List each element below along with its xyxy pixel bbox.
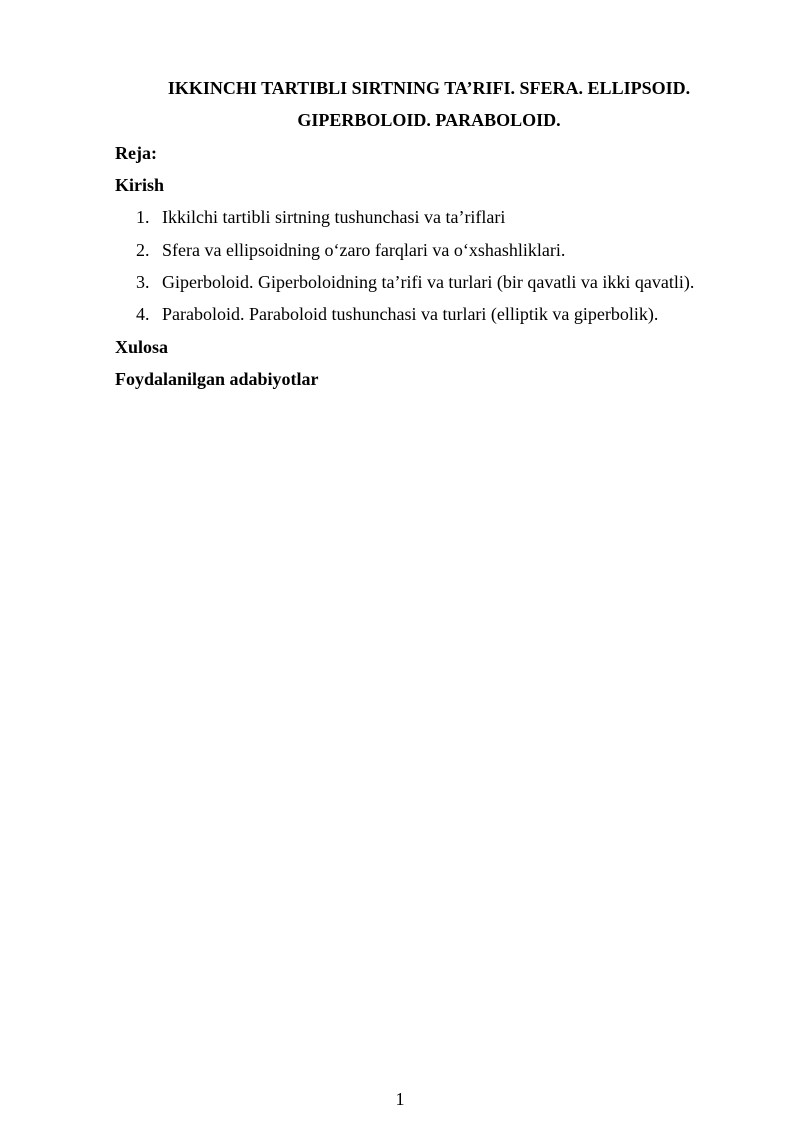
- list-item-number: 1.: [136, 207, 150, 227]
- plan-list-item: [136, 205, 505, 229]
- plan-heading: Reja:: [115, 143, 157, 163]
- list-item-text: Sfera va ellipsoidning o‘zaro farqlari va o‘xshashliklari.: [162, 240, 566, 260]
- plan-list-item: [136, 302, 658, 326]
- list-item-text: Giperboloid. Giperboloidning ta’rifi va turlari (bir qavatli va ikki qavatli).: [162, 272, 695, 292]
- list-item-number: 2.: [136, 240, 150, 260]
- references-heading: Foydalanilgan adabiyotlar: [115, 369, 319, 389]
- plan-list-item: [136, 238, 565, 262]
- list-item-number: 3.: [136, 272, 150, 292]
- document-title-line-1: IKKINCHI TARTIBLI SIRTNING TA’RIFI. SFERA. ELLIPSOID.: [167, 78, 691, 98]
- list-item-number: 4.: [136, 304, 150, 324]
- document-title-line-2: GIPERBOLOID. PARABOLOID.: [297, 110, 561, 130]
- list-item-text: Paraboloid. Paraboloid tushunchasi va turlari (elliptik va giperbolik).: [162, 304, 659, 324]
- conclusion-heading: Xulosa: [115, 337, 169, 357]
- intro-heading: Kirish: [115, 175, 165, 195]
- page-number: 1: [395, 1089, 405, 1109]
- list-item-text: Ikkilchi tartibli sirtning tushunchasi va ta’riflari: [162, 207, 506, 227]
- plan-list-item: [136, 270, 694, 294]
